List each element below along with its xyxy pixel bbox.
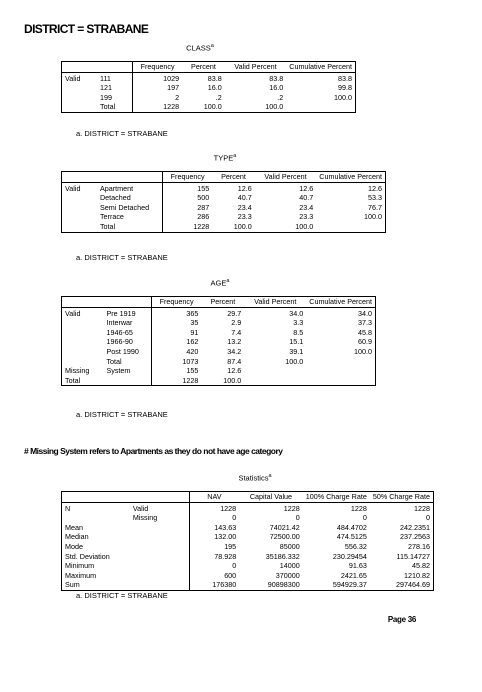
nav-cell: 0	[189, 561, 239, 571]
column-header: Cumulative Percent	[286, 62, 355, 73]
row-group-label: Sum	[65, 580, 80, 590]
valid-percent-cell: .2	[277, 92, 284, 102]
table-row	[62, 328, 376, 338]
row-label: Missing	[132, 513, 158, 523]
row-group-label	[62, 513, 130, 523]
full-charge-rate-cell: 2421.65	[340, 570, 367, 580]
frequency-cell: 35	[151, 318, 201, 328]
row-label: Pre 1919	[106, 308, 136, 318]
row-label: System	[106, 366, 131, 376]
table-row	[62, 513, 434, 523]
percent-cell: 87.4	[227, 356, 242, 366]
percent-cell: 12.6	[227, 366, 242, 376]
page-number: Page 36	[387, 615, 416, 624]
valid-percent-cell: 16.0	[269, 83, 284, 93]
row-label	[130, 552, 189, 562]
row-label: Interwar	[106, 318, 133, 328]
cumulative-percent-cell: 100.0	[364, 212, 382, 222]
class-table-footnote	[76, 129, 168, 138]
row-group-label: Valid	[65, 308, 81, 318]
footnote-superscript: a	[226, 278, 230, 284]
row-label: Apartment	[99, 183, 134, 193]
row-group-label: N	[65, 503, 71, 513]
percent-cell: 16.0	[207, 83, 222, 93]
table-row	[62, 347, 376, 357]
nav-cell: 1228	[189, 502, 239, 513]
column-header: 100% Charge Rate	[303, 492, 370, 503]
class-frequency-table	[61, 61, 356, 113]
valid-percent-cell: 39.1	[289, 346, 304, 356]
percent-cell: 12.6	[237, 183, 252, 193]
nav-cell: 176380	[189, 580, 239, 590]
table-row	[62, 542, 434, 552]
row-label: Post 1990	[106, 346, 139, 356]
half-charge-rate-cell: 237.2563	[400, 532, 430, 542]
percent-cell: 100.0	[223, 375, 242, 385]
row-group-label	[62, 347, 104, 357]
cumulative-percent-cell: 99.8	[338, 83, 352, 93]
frequency-cell: 287	[163, 203, 213, 213]
column-header: Frequency	[163, 172, 213, 183]
percent-cell: 13.2	[227, 337, 242, 347]
row-label	[130, 571, 189, 581]
row-group-label: Minimum	[65, 561, 95, 571]
table-row	[62, 182, 386, 193]
nav-cell: 0	[189, 513, 239, 523]
caption-text: Statistics	[238, 473, 269, 483]
cumulative-percent-cell: 60.9	[358, 337, 372, 347]
frequency-cell: 1073	[151, 357, 201, 367]
row-label	[130, 523, 189, 533]
header-stub	[97, 172, 163, 183]
footnote-mark: a.	[76, 591, 83, 600]
table-row	[62, 212, 386, 222]
row-group-label: Mode	[65, 541, 83, 551]
cumulative-percent-cell	[306, 366, 375, 376]
valid-percent-cell: 12.6	[299, 183, 314, 193]
footnote-mark: a.	[76, 410, 83, 419]
row-group-label: Valid	[65, 183, 81, 193]
table-row	[62, 193, 386, 203]
cumulative-percent-cell: 12.6	[368, 183, 382, 193]
column-header: Frequency	[151, 297, 201, 308]
table-row	[62, 357, 376, 367]
cumulative-percent-cell: 34.0	[358, 308, 372, 318]
table-row	[62, 366, 376, 376]
percent-cell: 83.8	[207, 73, 222, 83]
frequency-cell: 500	[163, 193, 213, 203]
percent-cell: 40.7	[237, 193, 252, 203]
column-header: Cumulative Percent	[306, 297, 375, 308]
table-row	[62, 222, 386, 232]
nav-cell: 195	[189, 542, 239, 552]
table-row	[62, 72, 356, 83]
cumulative-percent-cell: 53.3	[368, 193, 382, 203]
table-row	[62, 523, 434, 533]
row-group-label: Maximum	[65, 570, 97, 580]
cumulative-percent-cell	[306, 376, 375, 386]
footnote-mark: a.	[76, 253, 83, 262]
percent-cell: 23.4	[237, 202, 252, 212]
footnote-superscript: a	[268, 473, 272, 479]
footnote-text: DISTRICT = STRABANE	[84, 129, 168, 138]
column-header: NAV	[189, 492, 239, 503]
valid-percent-cell: 100.0	[285, 356, 304, 366]
footnote-superscript: a	[233, 153, 237, 159]
nav-cell: 143.63	[189, 523, 239, 533]
statistics-table-footnote	[76, 591, 168, 600]
footnote-text: DISTRICT = STRABANE	[84, 591, 168, 600]
caption-text: CLASS	[186, 43, 211, 53]
row-group-label	[62, 318, 104, 328]
row-group-label: Total	[65, 375, 81, 385]
row-label: Semi Detached	[99, 202, 150, 212]
table-row	[62, 203, 386, 213]
cumulative-percent-cell	[286, 102, 355, 112]
capital-value-cell: 0	[295, 513, 300, 523]
row-group-label: Valid	[65, 73, 81, 83]
cumulative-percent-cell: 76.7	[368, 202, 382, 212]
row-group-label	[62, 328, 104, 338]
column-header: Valid Percent	[244, 297, 306, 308]
full-charge-rate-cell: 594929.37	[332, 580, 367, 590]
frequency-cell: 2	[133, 93, 183, 103]
age-table-caption	[170, 278, 270, 288]
cumulative-percent-cell: 100.0	[334, 92, 352, 102]
capital-value-cell: 370000	[275, 570, 300, 580]
table-row	[62, 93, 356, 103]
frequency-cell: 286	[163, 212, 213, 222]
row-group-label	[62, 93, 98, 103]
frequency-cell: 1228	[163, 222, 213, 232]
percent-cell: .2	[215, 92, 222, 102]
row-label: 1966-90	[106, 337, 133, 347]
type-frequency-table	[61, 171, 386, 233]
valid-percent-cell: 100.0	[295, 221, 314, 231]
half-charge-rate-cell: 1228	[414, 503, 430, 513]
row-label	[130, 580, 189, 590]
table-row	[62, 532, 434, 542]
footnote-text: DISTRICT = STRABANE	[84, 410, 168, 419]
percent-cell: 34.2	[227, 346, 242, 356]
capital-value-cell: 90898300	[267, 580, 300, 590]
frequency-cell: 1228	[151, 376, 201, 386]
row-label: 1946-65	[106, 327, 133, 337]
nav-cell: 132.00	[189, 532, 239, 542]
cumulative-percent-cell	[316, 222, 385, 232]
column-header: Valid Percent	[225, 62, 287, 73]
table-row	[62, 307, 376, 318]
cumulative-percent-cell: 45.8	[358, 327, 372, 337]
missing-system-note: # Missing System refers to Apartments as they do not have age category	[24, 446, 283, 456]
header-stub	[62, 62, 98, 73]
class-table-caption	[150, 43, 250, 53]
column-header: 50% Charge Rate	[370, 492, 434, 503]
capital-value-cell: 74021.42	[269, 522, 300, 532]
header-row	[62, 492, 434, 503]
age-table-footnote	[76, 410, 168, 419]
full-charge-rate-cell: 484.4702	[336, 522, 367, 532]
row-label	[103, 376, 151, 386]
column-header: Capital Value	[239, 492, 303, 503]
row-label: Total	[106, 356, 122, 366]
table-row	[62, 337, 376, 347]
row-label: 199	[100, 92, 112, 102]
row-label	[130, 542, 189, 552]
full-charge-rate-cell: 0	[362, 513, 367, 523]
type-table-footnote	[76, 253, 168, 262]
header-stub	[130, 492, 189, 503]
header-row	[62, 172, 386, 183]
valid-percent-cell: 23.3	[299, 212, 314, 222]
age-frequency-table	[61, 296, 376, 386]
full-charge-rate-cell: 474.5125	[336, 532, 367, 542]
header-stub	[62, 492, 130, 503]
frequency-cell: 155	[151, 366, 201, 376]
table-row	[62, 376, 376, 386]
column-header: Cumulative Percent	[316, 172, 385, 183]
capital-value-cell: 72500.00	[269, 532, 300, 542]
header-row	[62, 62, 356, 73]
row-label: Valid	[132, 503, 149, 513]
column-header: Percent	[182, 62, 225, 73]
row-label: Terrace	[99, 212, 124, 222]
full-charge-rate-cell: 556.32	[344, 541, 367, 551]
frequency-cell: 91	[151, 328, 201, 338]
valid-percent-cell	[244, 376, 306, 386]
caption-text: AGE	[210, 278, 227, 288]
cumulative-percent-cell: 83.8	[338, 73, 352, 83]
half-charge-rate-cell: 297464.69	[396, 580, 430, 590]
table-row	[62, 561, 434, 571]
percent-cell: 23.3	[237, 212, 252, 222]
table-row	[62, 502, 434, 513]
capital-value-cell: 35186.332	[265, 551, 300, 561]
percent-cell: 2.9	[231, 318, 242, 328]
frequency-cell: 365	[151, 307, 201, 318]
half-charge-rate-cell: 278.16	[408, 541, 430, 551]
table-row	[62, 318, 376, 328]
frequency-cell: 1228	[133, 102, 183, 112]
header-stub	[62, 297, 104, 308]
capital-value-cell: 1228	[283, 503, 300, 513]
full-charge-rate-cell: 1228	[350, 503, 367, 513]
statistics-table-caption	[200, 473, 310, 483]
row-label: Detached	[99, 193, 131, 203]
valid-percent-cell: 23.4	[299, 202, 314, 212]
row-label: 111	[100, 73, 111, 83]
percent-cell: 100.0	[233, 221, 252, 231]
caption-text: TYPE	[213, 153, 234, 163]
cumulative-percent-cell: 100.0	[354, 346, 372, 356]
table-row	[62, 83, 356, 93]
row-label: Total	[99, 221, 116, 231]
row-group-label: Mean	[65, 522, 83, 532]
valid-percent-cell	[244, 366, 306, 376]
table-row	[62, 552, 434, 562]
row-label	[130, 561, 189, 571]
frequency-cell: 162	[151, 337, 201, 347]
row-group-label	[62, 222, 97, 232]
cumulative-percent-cell: 37.3	[358, 318, 372, 328]
row-group-label	[62, 203, 97, 213]
valid-percent-cell: 34.0	[289, 308, 304, 318]
row-group-label	[62, 83, 98, 93]
table-row	[62, 571, 434, 581]
valid-percent-cell: 83.8	[269, 73, 284, 83]
header-stub	[103, 297, 151, 308]
valid-percent-cell: 40.7	[299, 193, 314, 203]
frequency-cell: 1029	[133, 72, 183, 83]
full-charge-rate-cell: 230.29454	[332, 551, 367, 561]
half-charge-rate-cell: 242.2351	[400, 522, 430, 532]
half-charge-rate-cell: 1210.82	[404, 570, 430, 580]
nav-cell: 78.928	[189, 552, 239, 562]
half-charge-rate-cell: 0	[426, 513, 430, 523]
half-charge-rate-cell: 45.82	[412, 561, 430, 571]
percent-cell: 29.7	[227, 308, 242, 318]
half-charge-rate-cell: 115.14727	[396, 551, 430, 561]
row-group-label	[62, 102, 98, 112]
column-header: Valid Percent	[255, 172, 316, 183]
percent-cell: 7.4	[231, 327, 242, 337]
footnote-mark: a.	[76, 129, 83, 138]
column-header: Percent	[201, 297, 244, 308]
statistics-table	[61, 491, 434, 591]
capital-value-cell: 85000	[279, 541, 300, 551]
row-group-label	[62, 337, 104, 347]
row-group-label	[62, 212, 97, 222]
frequency-cell: 420	[151, 347, 201, 357]
full-charge-rate-cell: 91.63	[348, 561, 367, 571]
row-group-label: Missing	[65, 366, 90, 376]
nav-cell: 600	[189, 571, 239, 581]
row-group-label: Std. Deviation	[65, 551, 110, 561]
percent-cell: 100.0	[203, 102, 222, 112]
header-row	[62, 297, 376, 308]
column-header: Frequency	[133, 62, 183, 73]
frequency-cell: 197	[133, 83, 183, 93]
table-row	[62, 102, 356, 112]
valid-percent-cell: 8.5	[293, 327, 304, 337]
header-stub	[97, 62, 133, 73]
capital-value-cell: 14000	[279, 561, 300, 571]
valid-percent-cell: 3.3	[293, 318, 304, 328]
frequency-cell: 155	[163, 182, 213, 193]
footnote-superscript: a	[210, 43, 214, 49]
valid-percent-cell: 15.1	[289, 337, 304, 347]
row-label: 121	[100, 83, 112, 93]
row-group-label: Median	[65, 532, 89, 542]
header-stub	[62, 172, 97, 183]
type-table-caption	[175, 153, 275, 163]
row-group-label	[62, 193, 97, 203]
page-heading: DISTRICT = STRABANE	[24, 22, 149, 36]
column-header: Percent	[212, 172, 255, 183]
row-group-label	[62, 357, 104, 367]
table-row	[62, 580, 434, 590]
cumulative-percent-cell	[306, 357, 375, 367]
valid-percent-cell: 100.0	[265, 102, 284, 112]
row-label: Total	[100, 102, 116, 112]
row-label	[130, 532, 189, 542]
footnote-text: DISTRICT = STRABANE	[84, 253, 168, 262]
